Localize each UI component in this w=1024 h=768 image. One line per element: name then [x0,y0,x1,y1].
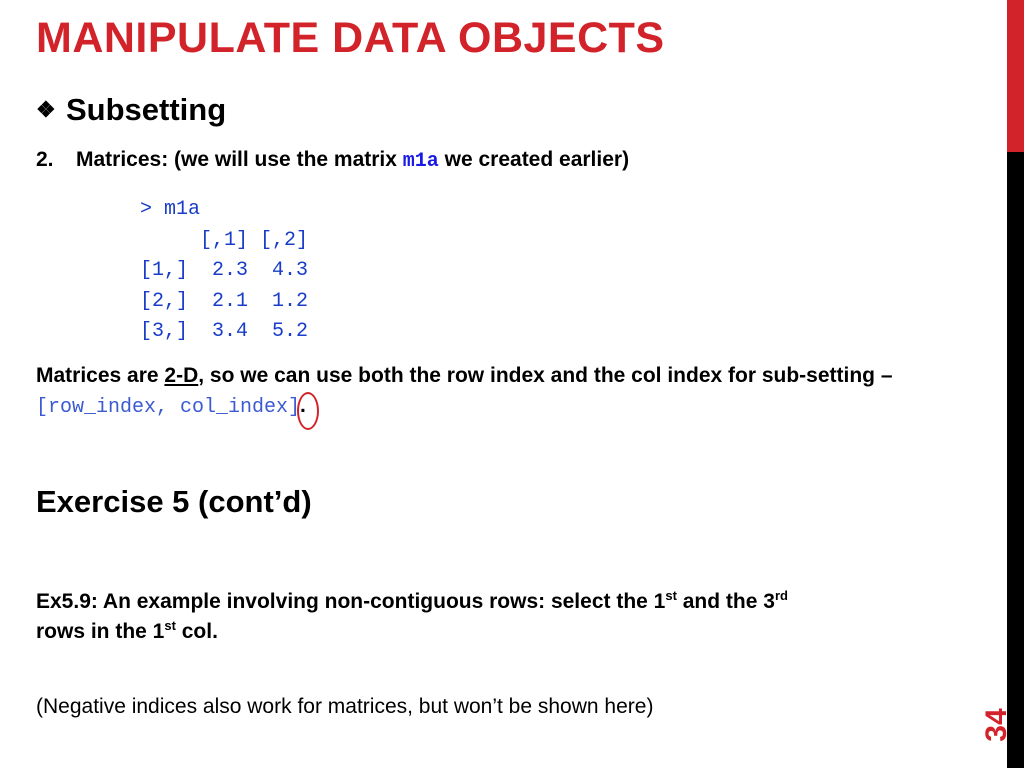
para-end: . [300,394,306,417]
subheading-text: Subsetting [66,92,227,127]
ex59-text-c: rows in the 1 [36,620,165,643]
ex59-sup-3: st [164,618,176,633]
comma-highlight-circle [297,392,319,430]
ex59-text-b: and the 3 [676,590,775,613]
item-number: 2. [36,148,54,171]
side-bar-dark [1007,152,1024,768]
item-text-after: we created earlier) [438,148,630,171]
numbered-item [36,148,629,173]
page-number: 34 [980,708,1013,742]
item-code: m1a [402,150,439,173]
ex59-text-d: col. [175,620,218,643]
explanation-paragraph [36,361,986,423]
para-text-2: , so we can use both the row index and the col index for sub-setting – [198,364,893,387]
exercise-heading: Exercise 5 (cont’d) [36,484,312,519]
side-bar-accent [1007,0,1024,152]
diamond-bullet-icon: ❖ [36,97,56,122]
exercise-5-9 [36,587,976,647]
ex59-text-a: Ex5.9: An example involving non-contiguous rows: select the 1 [36,590,666,613]
note-text: (Negative indices also work for matrices, but won’t be shown here) [36,695,654,718]
para-underlined: 2-D [164,364,199,387]
slide-title: MANIPULATE DATA OBJECTS [36,14,665,62]
para-text-1: Matrices are [36,364,165,387]
item-text-before: Matrices: (we will use the matrix [76,148,403,171]
subheading [36,92,226,128]
ex59-sup-1: st [665,588,677,603]
code-block: > m1a [,1] [,2] [1,] 2.3 4.3 [2,] 2.1 1.2 [3,] 3.4 5.2 [140,198,309,343]
ex59-sup-2: rd [774,588,788,603]
para-code: [row_index, col_index] [36,396,301,419]
